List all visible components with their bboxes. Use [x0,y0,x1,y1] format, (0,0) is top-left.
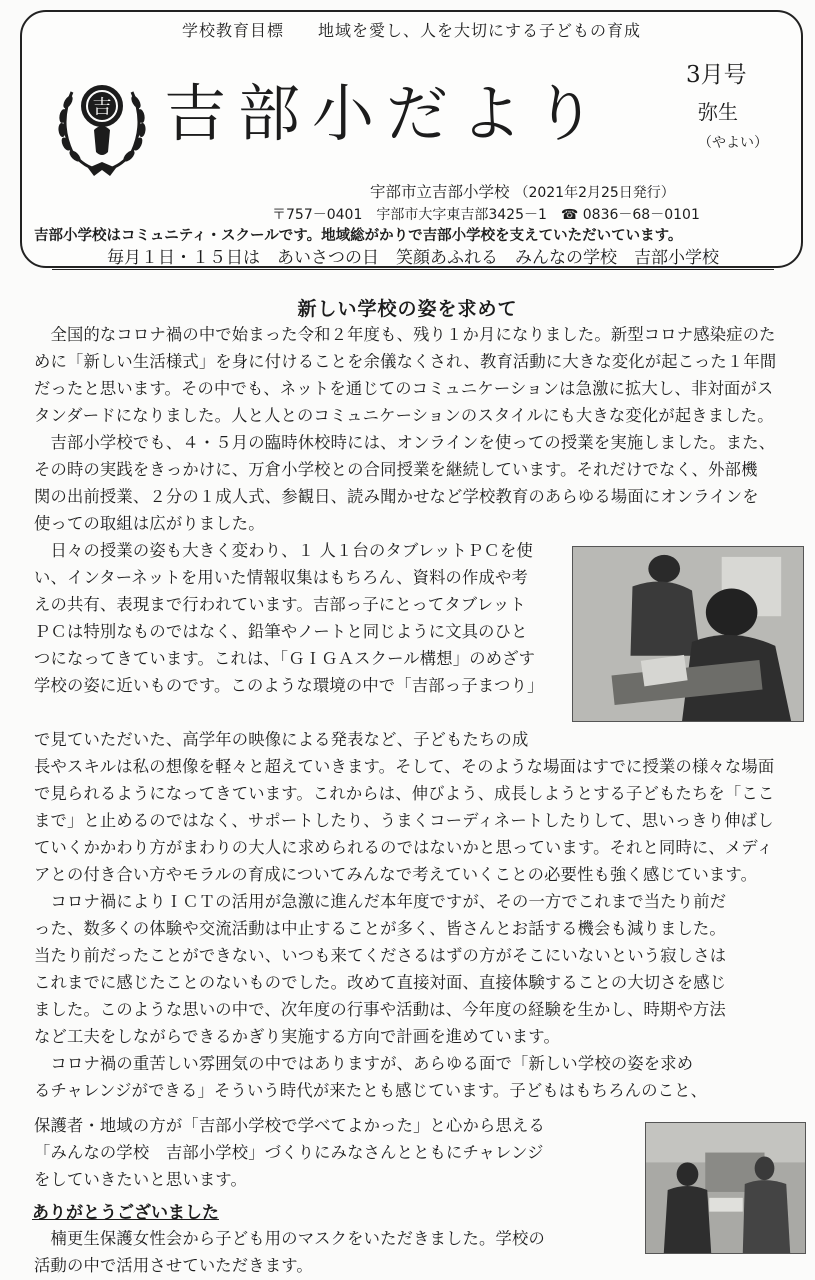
mask-donation-photo [645,1122,806,1254]
tablet-class-photo [572,546,804,722]
publisher-line [370,180,675,202]
school-goal: 学校教育目標 地域を愛し、人を大切にする子どもの育成 [181,21,641,40]
article-title: 新しい学校の姿を求めて [297,298,518,320]
masthead [20,10,803,268]
newsletter-title: 吉部小だより [164,77,609,150]
school-name: 宇部市立吉部小学校 [370,183,510,201]
article-paragraphs-3: で見ていただいた、高学年の映像による発表など、子どもたちの成 長やスキルは私の想像を軽々と超えていきます。そして、そのような場面はすでに授業の様々な場面 で見られるようになってきています。これからは、伸びよう、成長しようとする子どもたちを「ここ まで」と止めるのではなく、サポートしたり、うまくコーディネートしたりして、思いっきり伸ばし ていくかかわり方がまわりの大人に求められるのではないかと思っています。それと同時に、メディ アとの付き合い方やモラルの育成についてみんなで考えていくことの必要性も強く感じています。 コロナ禍によりＩＣＴの活用が急激に進んだ本年度ですが、その一方でこれまで当たり前だ った、数多くの体験や交流活動は中止することが多く、皆さんとお話する機会も減りました。 当たり前だったことができない、いつも来てくださるはずの方がそこにいないという寂しさは これまでに感じたことのないものでした。改めて直接対面、直接体験することの大切さを感じ ました。このような思いの中で、次年度の行事や活動は、今年度の経験を生かし、時期や方法 など工夫をしながらできるかぎり実施する方向で計画を進めています。 コロナ禍の重苦しい雰囲気の中ではありますが、あらゆる面で「新しい学校の姿を求め るチャレンジができる」そういう時代が来たとも感じています。子どもはもちろんのこと、 [34,730,775,1100]
emblem-graphic [50,72,154,182]
school-address: 〒757－0401 宇部市大字東吉部3425－1 ☎ 0836－68－0101 [272,207,700,223]
school-emblem [50,72,154,182]
thanks-text: 楠更生保護女性会から子ども用のマスクをいただきました。学校の 活動の中で活用させていただきます。 [34,1229,545,1275]
thanks-heading: ありがとうございました [32,1203,219,1223]
issue-number: 3月号 [686,62,747,88]
community-school-note: 吉部小学校はコミュニティ・スクールです。地域総がかりで吉部小学校を支えていただいています。 [34,228,683,244]
tablet-class-photo-graphic [573,547,803,721]
article-paragraphs-4: 保護者・地域の方が「吉部小学校で学べてよかった」と心から思える 「みんなの学校 吉部小学校」づくりにみなさんとともにチャレンジ をしていきたいと思います。 [34,1116,545,1189]
month-reading: （やよい） [698,135,768,151]
month-name: 弥生 [698,100,738,124]
article-paragraphs-2: 日々の授業の姿も大きく変わり、１ 人１台のタブレットＰＣを使 い、インターネットを用いた情報収集はもちろん、資料の作成や考 えの共有、表現まで行われています。吉部っ子にとってタブレット ＰＣは特別なものではなく、鉛筆やノートと同じように文具のひと つになってきています。これは、「ＧＩＧＡスクール構想」のめざす 学校の姿に近いものです。このような環境の中で「吉部っ子まつり」 [34,541,544,695]
greeting-day-banner: 毎月１日・１５日は あいさつの日 笑顔あふれる みんなの学校 吉部小学校 [52,246,774,270]
emblem-character: 吉 [92,96,112,118]
article-paragraphs-1: 全国的なコロナ禍の中で始まった令和２年度も、残り１か月になりました。新型コロナ感染症のた めに「新しい生活様式」を身に付けることを余儀なくされ、教育活動に大きな変化が起こった１年間 だったと思います。その中でも、ネットを通じてのコミュニケーションは急激に拡大し、非対面がス タンダードになりました。人と人とのコミュニケーションのスタイルにも大きな変化が起きました。 吉部小学校でも、４・５月の臨時休校時には、オンラインを使っての授業を実施しました。また、 その時の実践をきっかけに、万倉小学校との合同授業を継続しています。それだけでなく、外部機 関の出前授業、２分の１成人式、参観日、読み聞かせなど学校教育のあらゆる場面にオンラインを 使っての取組は広がりました。 [34,325,777,533]
issue-date: （2021年2月25日発行） [514,185,675,201]
mask-donation-photo-graphic [646,1123,805,1253]
